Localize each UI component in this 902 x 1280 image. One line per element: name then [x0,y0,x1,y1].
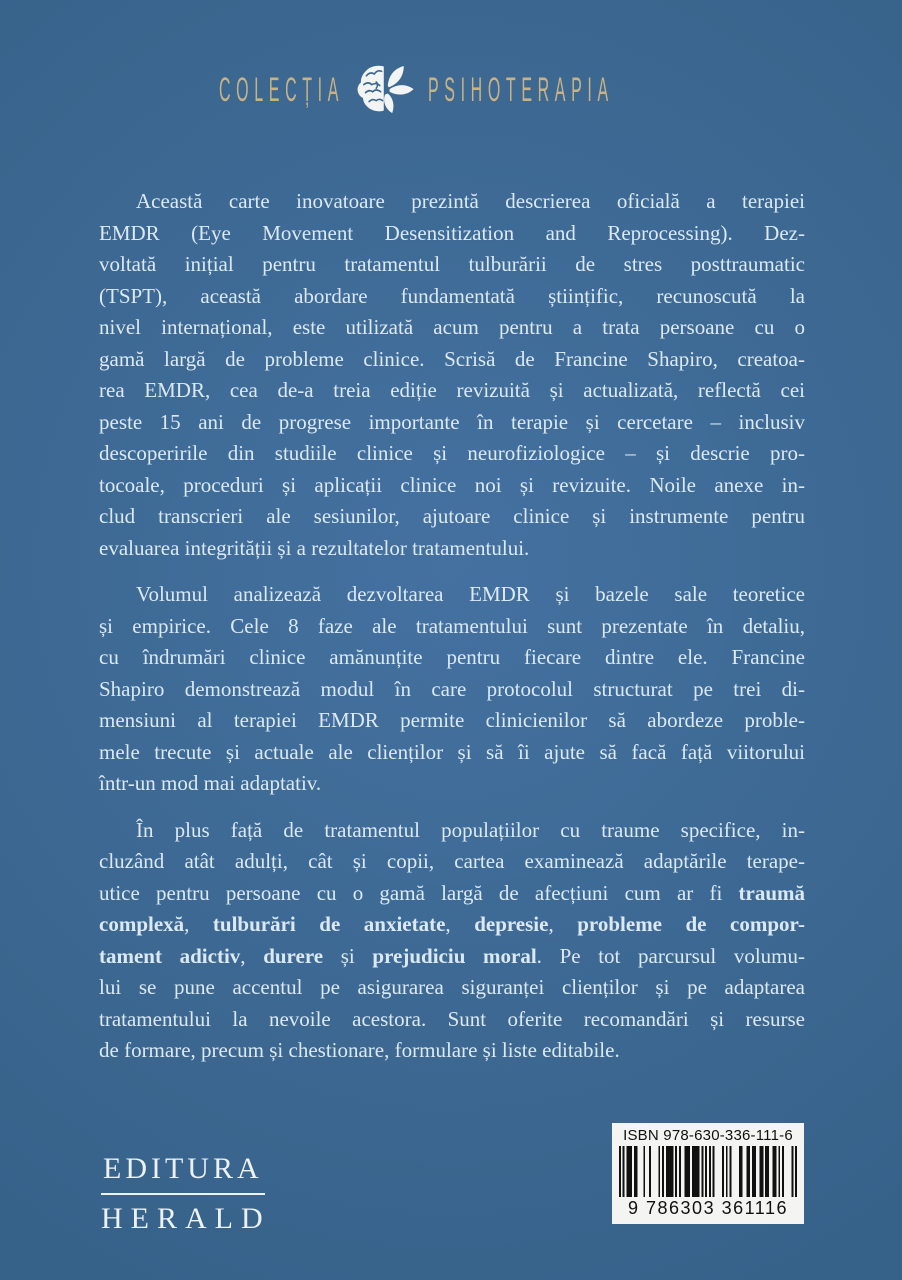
body-text-segment: voltată inițial pentru tratamentul tulburării de stres posttraumatic [99,252,805,276]
body-text-segment: rea EMDR, cea de-a treia ediție revizuită și actualizată, reflectă cei [99,378,805,402]
body-text-segment: EMDR (Eye Movement Desensitization and Reprocessing). Dez- [99,220,805,245]
body-text-segment: cu îndrumări clinice amănunțite pentru fiecare dintre ele. Francine [99,645,805,669]
body-line [99,375,805,407]
body-text-segment: peste 15 ani de progrese importante în terapie și cercetare – inclusiv [99,409,805,434]
body-line [99,186,805,218]
body-text-segment: evaluarea integrității și a rezultatelor tratamentului. [99,535,530,560]
body-text-segment: , [240,943,264,968]
body-text-segment: În plus față de tratamentul populațiilor cu traume specifice, in- [136,817,805,842]
body-line [99,611,805,643]
body-line [99,768,805,800]
body-line [99,218,805,250]
body-text-segment: clud transcrieri ale sesiunilor, ajutoare clinice și instrumente pentru [99,504,805,528]
body-text-segment: tratamentului la nevoile acestora. Sunt oferite recomandări și resurse [99,1006,805,1031]
barcode-digits: 9 786303 361116 [628,1198,788,1218]
body-line [99,642,805,674]
body-line [99,846,805,878]
collection-label-left: COLECȚIA [219,70,345,109]
body-line [99,249,805,281]
body-text-segment: și empirice. Cele 8 faze ale tratamentului sunt prezentate în detaliu, [99,613,805,638]
body-text-segment: Shapiro demonstrează modul în care protocolul structurat pe trei di- [99,676,805,701]
body-text-segment: și [323,943,373,968]
body-text-bold-segment: prejudiciu moral [372,943,537,968]
body-text-segment: utice pentru persoane cu o gamă largă de afecțiuni cum ar fi [99,880,739,905]
body-line [99,737,805,769]
body-line [99,344,805,376]
body-line [99,674,805,706]
collection-label-right: PSIHOTERAPIA [428,70,615,109]
body-text-segment: mele trecute și actuale ale clienților și să îi ajute să facă față viitorului [99,739,805,764]
barcode-icon [619,1146,797,1197]
body-line [99,1035,805,1067]
body-text-segment: . Pe tot parcursul volumu- [536,943,805,968]
brain-leaf-icon [354,62,418,118]
isbn-label: ISBN 978-630-336-111-6 [623,1127,793,1144]
body-text-bold-segment: tulburări de anxietate [212,912,446,936]
isbn-panel [612,1123,804,1224]
body-text-bold-segment: tament adictiv [99,943,241,968]
body-line [99,705,805,737]
body-text-segment: (TSPT), această abordare fundamentată științific, recunoscută la [99,283,805,308]
body-line [99,312,805,344]
body-text-segment: Volumul analizează dezvoltarea EMDR și bazele sale teoretice [136,582,805,606]
body-line [99,815,805,847]
publisher-logo [101,1152,271,1236]
publisher-name-top: EDITURA [101,1152,265,1195]
body-line [99,470,805,502]
body-text-segment: cluzând atât adulți, cât și copii, cartea examinează adaptările terape- [99,849,805,873]
body-line [99,1004,805,1036]
body-text-segment: Această carte inovatoare prezintă descrierea oficială a terapiei [136,189,805,213]
body-text-bold-segment: probleme de compor- [577,912,806,936]
body-text-segment: de formare, precum și chestionare, formulare și liste editabile. [99,1038,620,1062]
body-text-segment: , [445,912,475,936]
body-line [99,438,805,470]
body-text-segment: tocoale, proceduri și aplicații clinice noi și revizuite. Noile anexe in- [99,472,805,497]
paragraph [99,815,805,1067]
body-text-segment: , [548,912,578,936]
body-line [99,878,805,910]
body-text-bold-segment: depresie [474,912,549,936]
body-text-segment: nivel internațional, este utilizată acum pentru a trata persoane cu o [99,315,805,339]
collection-header [0,62,902,118]
body-line [99,972,805,1004]
body-line [99,909,805,941]
body-text-bold-segment: durere [263,943,324,968]
body-text-bold-segment: complexă [99,912,185,936]
body-line [99,579,805,611]
body-line [99,407,805,439]
paragraph [99,579,805,800]
publisher-name-bottom: HERALD [101,1202,271,1235]
body-text-segment: într-un mod mai adaptativ. [99,771,322,795]
body-line [99,533,805,565]
body-text-segment: mensiuni al terapiei EMDR permite clinicienilor să abordeze proble- [99,708,805,732]
body-line [99,281,805,313]
body-line [99,941,805,973]
body-text-segment: lui se pune accentul pe asigurarea siguranței clienților și pe adaptarea [99,975,805,999]
body-line [99,501,805,533]
paragraph [99,186,805,564]
body-text-segment: , [184,912,213,936]
body-text [99,186,805,1067]
body-text-segment: descoperirile din studiile clinice și neurofiziologice – și descrie pro- [99,441,805,465]
body-text-segment: gamă largă de probleme clinice. Scrisă de Francine Shapiro, creatoa- [99,346,805,371]
body-text-bold-segment: traumă [738,880,805,905]
